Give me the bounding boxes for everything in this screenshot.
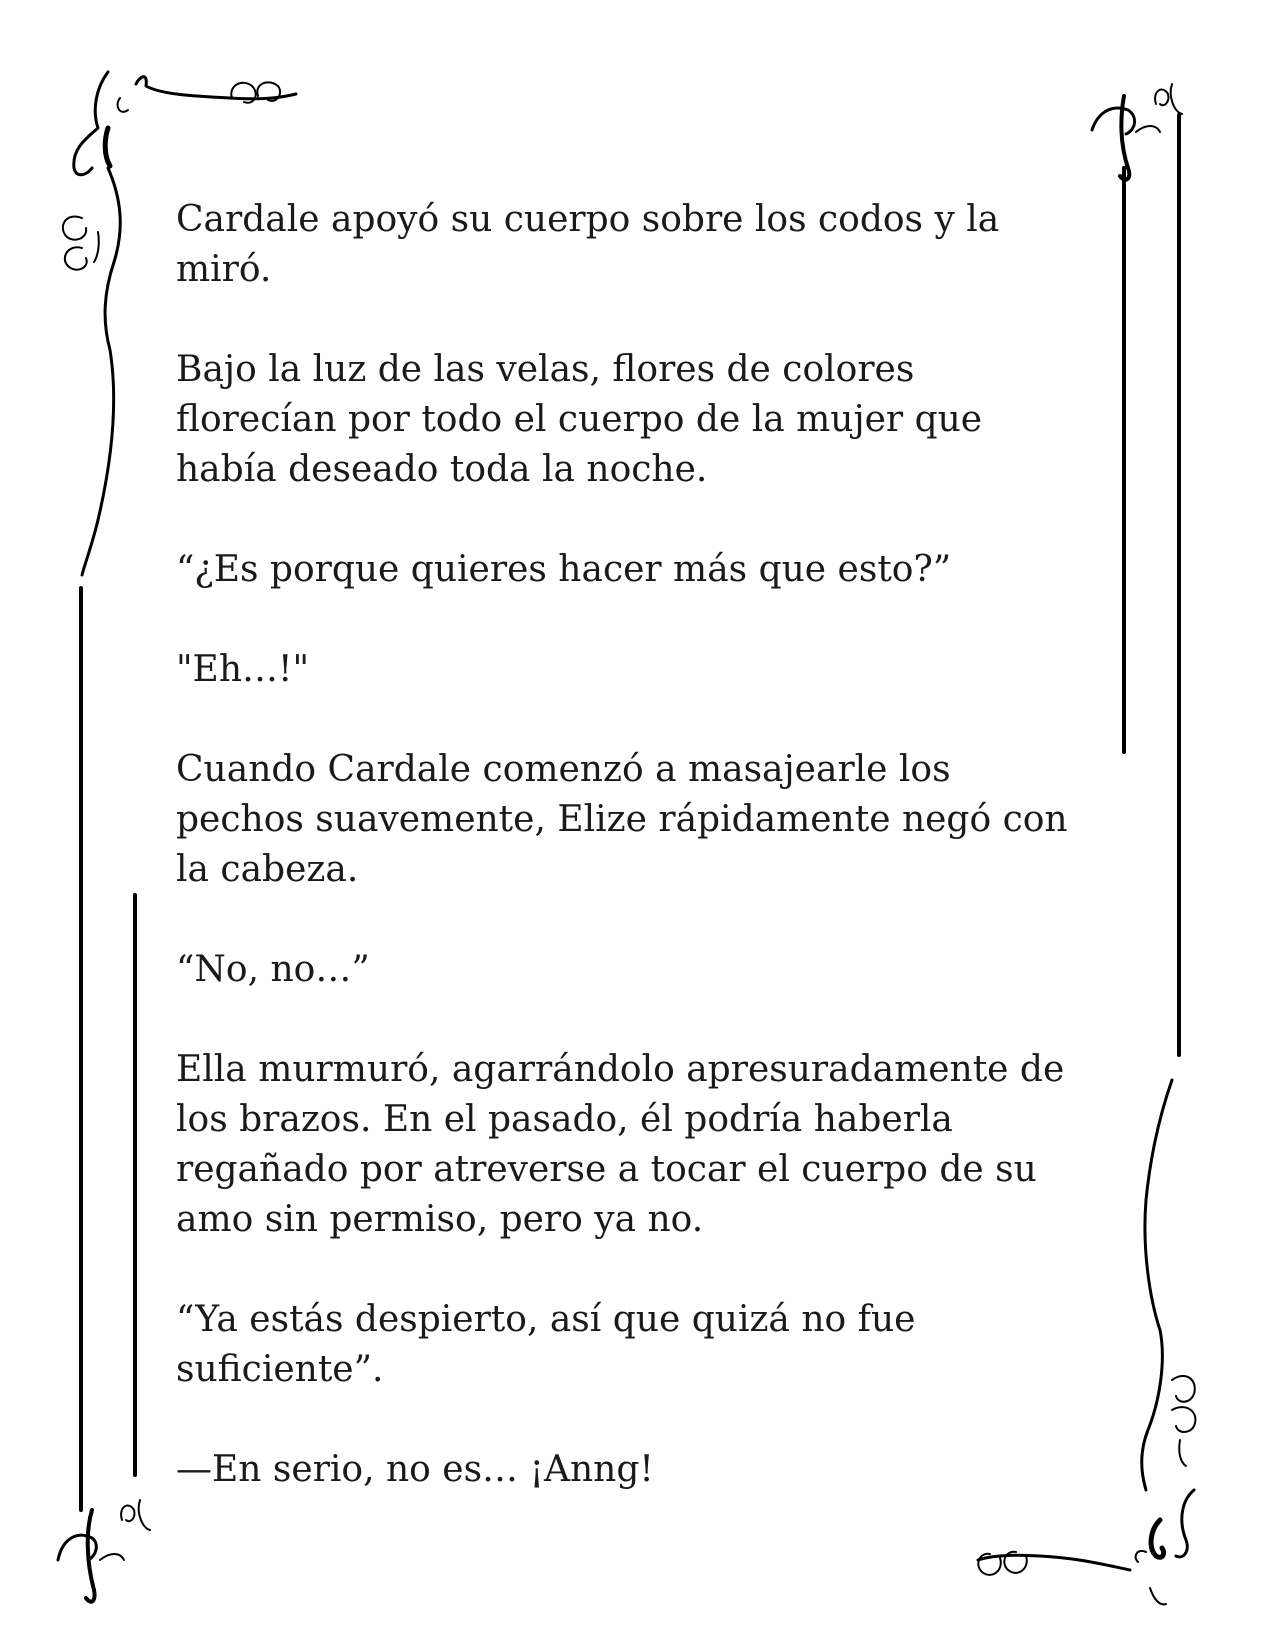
paragraph: "Eh…!" (176, 649, 310, 690)
document-body (176, 195, 1076, 1495)
paragraph: Cuando Cardale comenzó a masajearle los pechos suavemente, Elize rápidamente negó con la cabeza. (176, 749, 1068, 890)
paragraph: Ella murmuró, agarrándolo apresuradamente de los brazos. En el pasado, él podría haberla regañado por atreverse a tocar el cuerpo de su amo sin permiso, pero ya no. (176, 1049, 1065, 1240)
paragraph: “¿Es porque quieres hacer más que esto?” (176, 549, 952, 590)
top-right-flourish-icon (1092, 84, 1182, 180)
paragraph: —En serio, no es… ¡Anng! (176, 1449, 654, 1490)
paragraph: “No, no…” (176, 949, 370, 990)
paragraph: “Ya estás despierto, así que quizá no fue suficiente”. (176, 1299, 916, 1390)
bottom-left-flourish-icon (58, 1500, 150, 1602)
paragraph: Bajo la luz de las velas, flores de colores florecían por todo el cuerpo de la mujer que había deseado toda la noche. (176, 349, 983, 490)
paragraph: Cardale apoyó su cuerpo sobre los codos y la miró. (176, 199, 1000, 290)
